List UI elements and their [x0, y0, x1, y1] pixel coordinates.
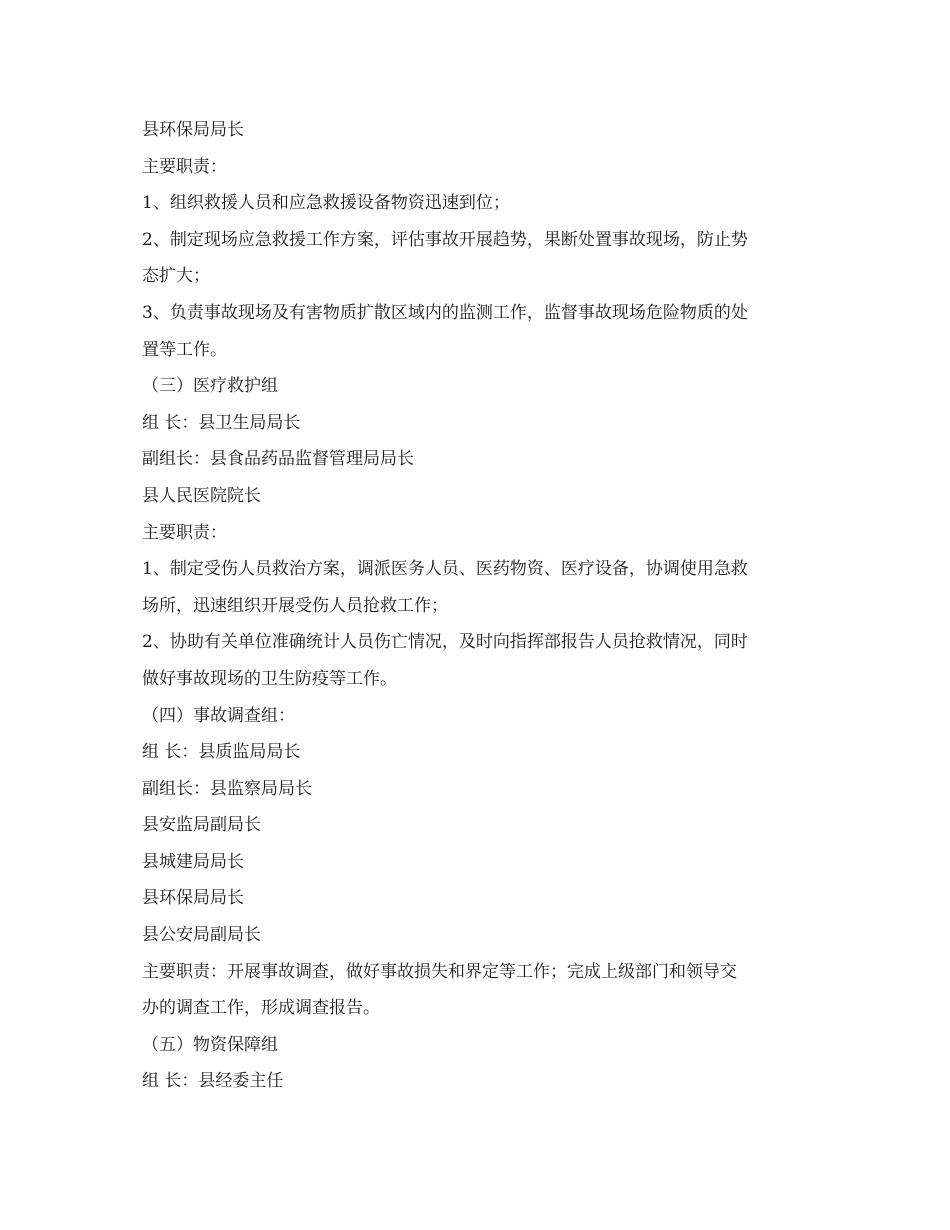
- text-line: 办的调查工作，形成调查报告。: [142, 998, 380, 1019]
- text-line: 2、制定现场应急救援工作方案，评估事故开展趋势，果断处置事故现场，防止势: [142, 229, 748, 250]
- text-line: 主要职责：: [142, 156, 227, 177]
- text-line: 置等工作。: [142, 339, 227, 360]
- text-line: 县城建局局长: [142, 851, 244, 872]
- section-heading: （四）事故调查组：: [142, 705, 295, 726]
- text-line: 主要职责：: [142, 522, 227, 543]
- section-heading: （三）医疗救护组: [142, 376, 278, 397]
- text-line: 3、负责事故现场及有害物质扩散区域内的监测工作，监督事故现场危险物质的处: [142, 302, 748, 323]
- text-line: 县人民医院院长: [142, 485, 261, 506]
- text-line: 1、制定受伤人员救治方案，调派医务人员、医药物资、医疗设备，协调使用急救: [142, 559, 748, 580]
- text-line: 1、组织救援人员和应急救援设备物资迅速到位；: [142, 193, 510, 214]
- text-line: 县环保局局长: [142, 120, 244, 140]
- text-line: 组 长：县质监局局长: [142, 742, 301, 763]
- text-line: 县环保局局长: [142, 888, 244, 909]
- document-body: [142, 112, 810, 1100]
- text-line: 做好事故现场的卫生防疫等工作。: [142, 668, 397, 689]
- text-line: 场所，迅速组织开展受伤人员抢救工作；: [142, 595, 448, 616]
- text-line: 组 长：县经委主任: [142, 1071, 284, 1092]
- text-line: 2、协助有关单位准确统计人员伤亡情况，及时向指挥部报告人员抢救情况，同时: [142, 632, 748, 653]
- text-line: 县公安局副局长: [142, 925, 261, 946]
- text-line: 副组长：县食品药品监督管理局局长: [142, 449, 414, 470]
- section-heading: （五）物资保障组: [142, 1034, 278, 1055]
- text-line: 副组长：县监察局局长: [142, 778, 312, 799]
- text-line: 主要职责：开展事故调查，做好事故损失和界定等工作；完成上级部门和领导交: [142, 961, 737, 982]
- text-line: 组 长：县卫生局局长: [142, 412, 301, 433]
- text-line: 县安监局副局长: [142, 815, 261, 836]
- text-line: 态扩大；: [142, 266, 210, 287]
